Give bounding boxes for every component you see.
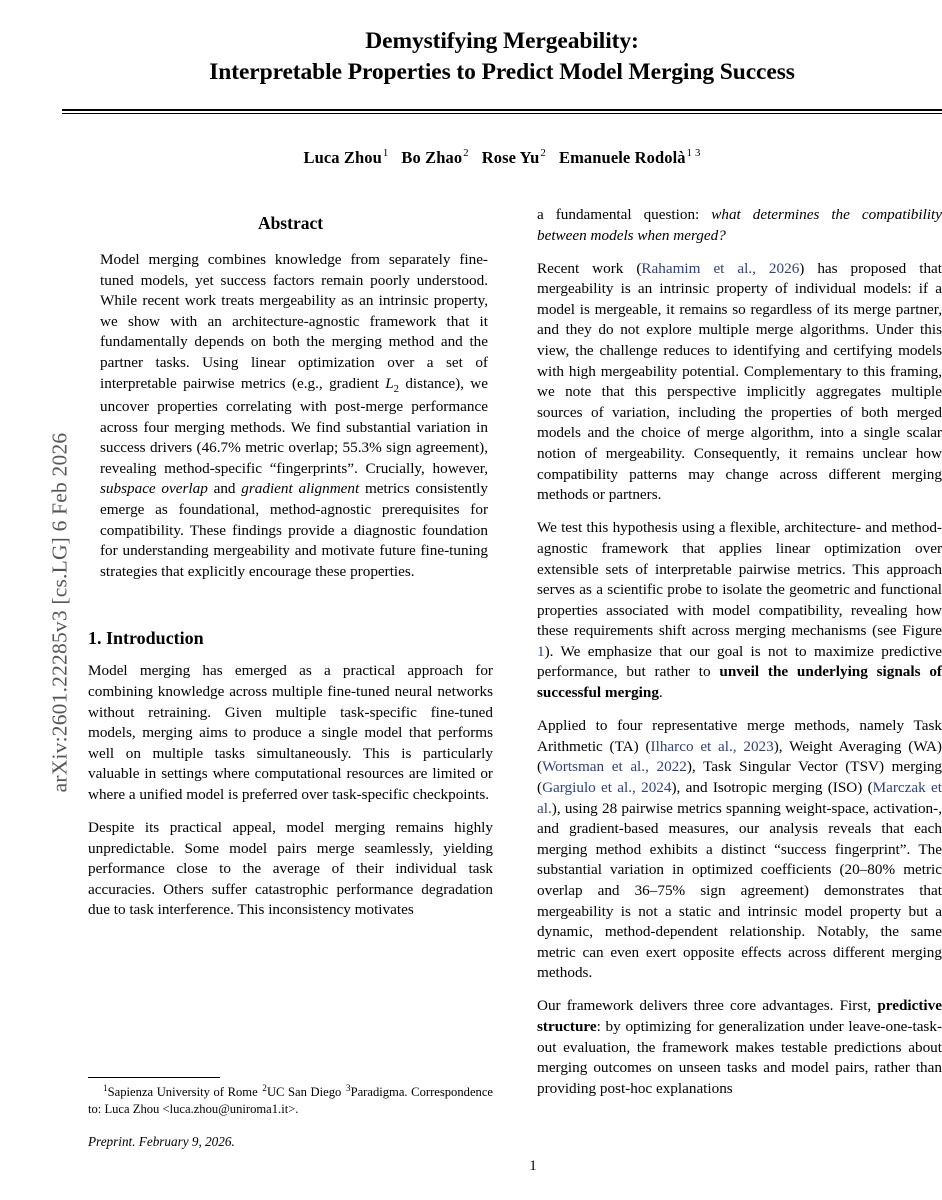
abstract-heading: Abstract	[257, 213, 324, 233]
author-2-affiliation-marker: 2	[463, 147, 469, 159]
footnote-divider	[88, 1077, 220, 1078]
two-column-body	[88, 205, 942, 1165]
paper-title-line-2: Interpretable Properties to Predict Model Merging Success	[209, 59, 795, 86]
citation-marczak[interactable]: Marczak et al.	[537, 778, 942, 817]
right-p3-text-b: ). We emphasize that our goal is not to maximize predictive performance, but rather to	[537, 642, 942, 681]
paper-title-line-1: Demystifying Mergeability:	[365, 28, 639, 54]
footnote-affiliation-2: UC San Diego	[266, 1085, 345, 1099]
right-p1-italic-question: what determines the compatibility between models when merged?	[537, 206, 942, 244]
author-3-affiliation-marker: 2	[540, 147, 546, 159]
arxiv-stamp-text: arXiv:2601.22285v3 [cs.LG] 6 Feb 2026	[47, 432, 72, 793]
author-2	[401, 148, 468, 167]
right-p5-bold-predictive-structure: predictive structure	[537, 997, 942, 1035]
footnote-marker-3: 3	[345, 1083, 351, 1094]
footnote-affiliation-3-and-correspondence: Paradigma. Correspondence to: Luca Zhou <luca.zhou@uniroma1.it>.	[88, 1085, 494, 1116]
right-p3-bold-emphasis: unveil the underlying signals of successful merging	[537, 663, 942, 702]
intro-paragraph-2: Despite its practical appeal, model merging remains highly unpredictable. Some model pairs merge seamlessly, yielding performance close to the average of their individual task accuracies. Others suffer catastrophic performance degradation due to task interference. This inconsistency motivates	[88, 819, 493, 919]
author-4-affiliation-marker: 1 3	[686, 147, 701, 159]
abstract-math-symbol: L	[385, 374, 394, 392]
right-p4-text-e: ), using 28 pairwise metrics spanning weight-space, activation-, and gradient-based measures, our analysis reveals that each merging method exhibits a distinct “success fingerprint”. The substantial variation in optimized coefficients (20–80% metric overlap and 36–75% sign agreement) demonstrates that mergeability is not a static and intrinsic model property but a dynamic, method-dependent relationship. Notably, the same metric can even exert opposite effects across different merging methods.	[537, 799, 942, 982]
right-paragraph-2	[537, 259, 942, 506]
right-p4-text-b: ), Weight Averaging (WA) (	[537, 737, 942, 776]
title-block	[62, 0, 942, 168]
author-2-name: Bo Zhao	[401, 147, 463, 167]
author-4	[559, 148, 701, 167]
author-list	[62, 148, 942, 168]
intro-paragraph-1: Model merging has emerged as a practical approach for combining knowledge across multiple fine-tuned neural networks without retraining. Given multiple task-specific fine-tuned models, merging aims to produce a single model that performs well on multiple tasks simultaneously. This is particularly valuable in settings where computational resources are limited or where a unified model is preferred over task-specific checkpoints.	[88, 662, 493, 803]
author-3-name: Rose Yu	[481, 147, 540, 167]
author-1	[303, 148, 388, 167]
title-divider-thin	[62, 113, 942, 114]
right-p5-text-b: : by optimizing for generalization under leave-one-task-out evaluation, the framework makes testable predictions about merging outcomes on unseen tasks and model pairs, rather than providing post-hoc explanations	[537, 1017, 942, 1097]
footnote-area	[88, 1077, 493, 1150]
footnote-affiliations	[88, 1084, 493, 1117]
abstract-italic-subspace-overlap: subspace overlap	[100, 480, 208, 498]
footnote-affiliation-1: Sapienza University of Rome	[107, 1085, 262, 1099]
figure-reference-1[interactable]: 1	[537, 642, 545, 660]
arxiv-stamp	[0, 0, 72, 1200]
right-p2-text-b: ) has proposed that mergeability is an intrinsic property of individual models: if a model is mergeable, it remains so regardless of its merge partner, and they do not explore multiple merge algorithms. Under this view, the challenge reduces to identifying and certifying models with high mergeability potential. Complementary to this framing, we note that this perspective implicitly aggregates multiple sources of variation, including the properties of both merged models and the choice of merge algorithm, into a single scalar notion of mergeability. Consequently, it remains unclear how compatibility patterns may change across different merging methods or partners.	[537, 259, 942, 504]
left-column	[88, 205, 493, 1165]
paper-page	[62, 0, 942, 1200]
author-4-name: Emanuele Rodolà	[558, 147, 686, 167]
abstract-text-part-1: Model merging combines knowledge from separately fine-tuned models, yet success factors remain poorly understood. While recent work treats mergeability as an intrinsic property, we show with an architecture-agnostic framework that it fundamentally depends on both the merging method and the partner tasks. Using linear optimization over a set of interpretable pairwise metrics (e.g., gradient	[100, 251, 488, 392]
page-number: 1	[529, 1158, 537, 1174]
citation-ilharco-2023[interactable]: Ilharco et al., 2023	[650, 737, 774, 755]
author-1-name: Luca Zhou	[303, 147, 382, 167]
preprint-notice: Preprint. February 9, 2026.	[88, 1134, 235, 1150]
abstract-text-part-2: distance), we uncover properties correlating with post-merge performance across four merging methods. We find substantial variation in success drivers (46.7% metric overlap; 55.3% sign agreement), revealing method-specific “fingerprints”. Crucially, however,	[100, 374, 488, 477]
footnote-marker-1: 1	[103, 1083, 108, 1094]
right-paragraph-5	[537, 996, 942, 1099]
title-divider	[62, 109, 942, 114]
right-p1-text: a fundamental question:	[537, 206, 712, 223]
right-p2-text-a: Recent work (	[537, 259, 642, 277]
right-p4-text-d: ), and Isotropic merging (ISO) (	[671, 778, 873, 796]
page-title	[62, 26, 942, 89]
section-heading-introduction: 1. Introduction	[88, 628, 204, 649]
right-paragraph-3	[537, 518, 942, 703]
right-p5-text-a: Our framework delivers three core advantages. First,	[537, 997, 878, 1015]
footnote-marker-2: 2	[262, 1083, 267, 1094]
right-p4-text-a: Applied to four representative merge methods, namely Task Arithmetic (TA) (	[537, 717, 942, 755]
abstract-text-part-3: and	[207, 480, 242, 498]
abstract-body	[100, 250, 488, 582]
right-column	[537, 205, 942, 1165]
right-p4-text-c: ), Task Singular Vector (TSV) merging (	[537, 758, 942, 796]
abstract-math-subscript: 2	[393, 383, 399, 395]
author-3	[482, 148, 546, 167]
citation-gargiulo-2024[interactable]: Gargiulo et al., 2024	[542, 778, 672, 796]
citation-wortsman-2022[interactable]: Wortsman et al., 2022	[542, 758, 687, 776]
abstract-italic-gradient-alignment: gradient alignment	[241, 480, 360, 498]
right-paragraph-1	[537, 205, 942, 246]
citation-rahamim-2026[interactable]: Rahamim et al., 2026	[641, 259, 800, 277]
author-1-affiliation-marker: 1	[382, 147, 389, 159]
right-p3-text-a: We test this hypothesis using a flexible, architecture- and method-agnostic framework that applies linear optimization over extensible sets of interpretable pairwise metrics. This approach serves as a scientific probe to isolate the geometric and functional properties associated with model compatibility, revealing how these requirements shift across merging mechanisms (see Figure	[537, 519, 942, 640]
abstract-text-part-4: metrics consistently emerge as foundational, method-agnostic prerequisites for compatibility. These findings provide a diagnostic foundation for understanding mergeability and motivate future fine-tuning strategies that explicitly encourage these properties.	[100, 480, 488, 580]
right-paragraph-4	[537, 716, 942, 984]
right-p3-text-c: .	[658, 684, 663, 702]
